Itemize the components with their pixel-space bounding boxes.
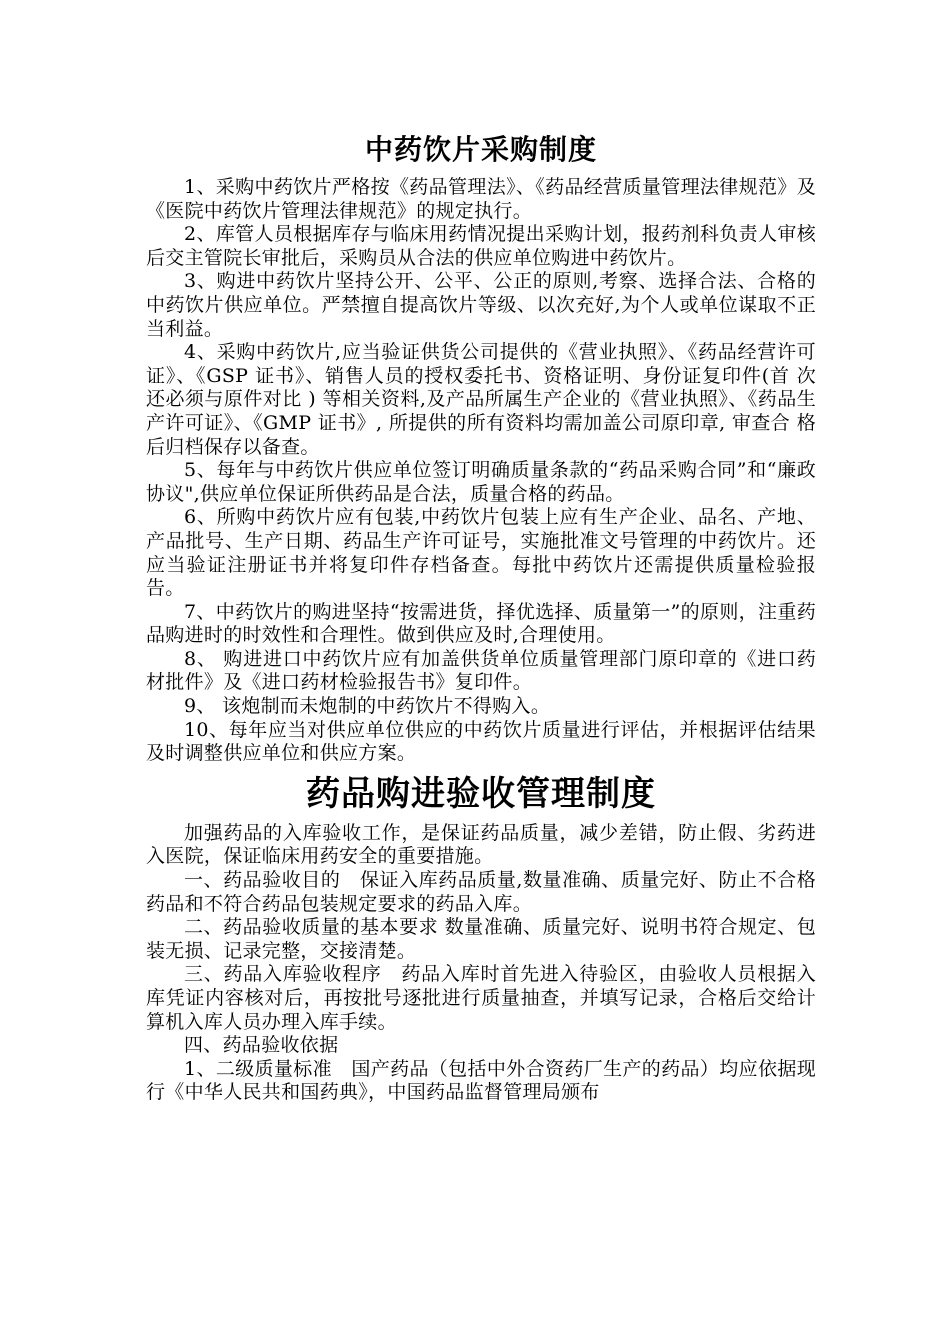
- section-1-paragraph: 2、库管人员根据库存与临床用药情况提出采购计划，报药剂科负责人审核后交主管院长审批后，采购员从合法的供应单位购进中药饮片。: [146, 223, 816, 269]
- document-page: [146, 128, 816, 1105]
- section-1-body: [146, 176, 816, 766]
- section-2-paragraph: 1、二级质量标准 国产药品（包括中外合资药厂生产的药品）均应依据现行《中华人民共和国药典》，中国药品监督管理局颁布: [146, 1057, 816, 1104]
- section-1-paragraph: 6、所购中药饮片应有包装,中药饮片包装上应有生产企业、品名、产地、产品批号、生产日期、药品生产许可证号，实施批准文号管理的中药饮片。还应当验证注册证书并将复印件存档备查。每批中药饮片还需提供质量检验报告。: [146, 506, 816, 600]
- section-1-paragraph: 9、 该炮制而未炮制的中药饮片不得购入。: [184, 695, 551, 718]
- section-1-title: 中药饮片采购制度: [364, 133, 597, 166]
- section-2-body: [146, 822, 816, 1105]
- section-1-paragraph: 5、每年与中药饮片供应单位签订明确质量条款的“药品采购合同”和“廉政协议",供应单位保证所供药品是合法，质量合格的药品。: [146, 459, 816, 505]
- section-1-paragraph: 4、采购中药饮片,应当验证供货公司提供的《营业执照》、《药品经营许可证》、《GSP 证书》、销售人员的授权委托书、资格证明、身份证复印件(首 次还必须与原件对比 ) 等相关资料,及产品所属生产企业的《营业执照》、《药品生产许可证》、《GMP 证书》, 所提供的所有资料均需加盖公司原印章, 审查合 格后归档保存以备查。: [146, 341, 816, 458]
- section-2-paragraph: 二、药品验收质量的基本要求 数量准确、质量完好、说明书符合规定、包装无损、记录完整，交接清楚。: [146, 916, 816, 962]
- section-1-paragraph: 3、购进中药饮片坚持公开、公平、公正的原则,考察、选择合法、合格的中药饮片供应单位。严禁擅自提高饮片等级、以次充好,为个人或单位谋取不正当利益。: [146, 270, 816, 340]
- section-2-paragraph: 四、药品验收依据: [184, 1034, 339, 1057]
- section-1-paragraph: 10、每年应当对供应单位供应的中药饮片质量进行评估，并根据评估结果及时调整供应单位和供应方案。: [146, 718, 816, 765]
- section-2-paragraph: 加强药品的入库验收工作，是保证药品质量，减少差错，防止假、劣药进入医院，保证临床用药安全的重要措施。: [146, 821, 816, 868]
- section-1-paragraph: 8、 购进进口中药饮片应有加盖供货单位质量管理部门原印章的《进口药材批件》及《进口药材检验报告书》复印件。: [146, 647, 816, 694]
- section-1-paragraph: 7、中药饮片的购进坚持“按需进货，择优选择、质量第一”的原则，注重药品购进时的时效性和合理性。做到供应及时,合理使用。: [146, 600, 816, 647]
- section-1-paragraph: 1、采购中药饮片严格按《药品管理法》、《药品经营质量管理法律规范》及《医院中药饮片管理法律规范》的规定执行。: [146, 176, 816, 222]
- section-2-title: 药品购进验收管理制度: [306, 773, 656, 814]
- section-2-paragraph: 一、药品验收目的 保证入库药品质量,数量准确、质量完好、防止不合格药品和不符合药品包装规定要求的药品入库。: [146, 869, 816, 915]
- section-2-paragraph: 三、药品入库验收程序 药品入库时首先进入待验区，由验收人员根据入库凭证内容核对后，再按批号逐批进行质量抽查，并填写记录，合格后交给计算机入库人员办理入库手续。: [146, 963, 816, 1033]
